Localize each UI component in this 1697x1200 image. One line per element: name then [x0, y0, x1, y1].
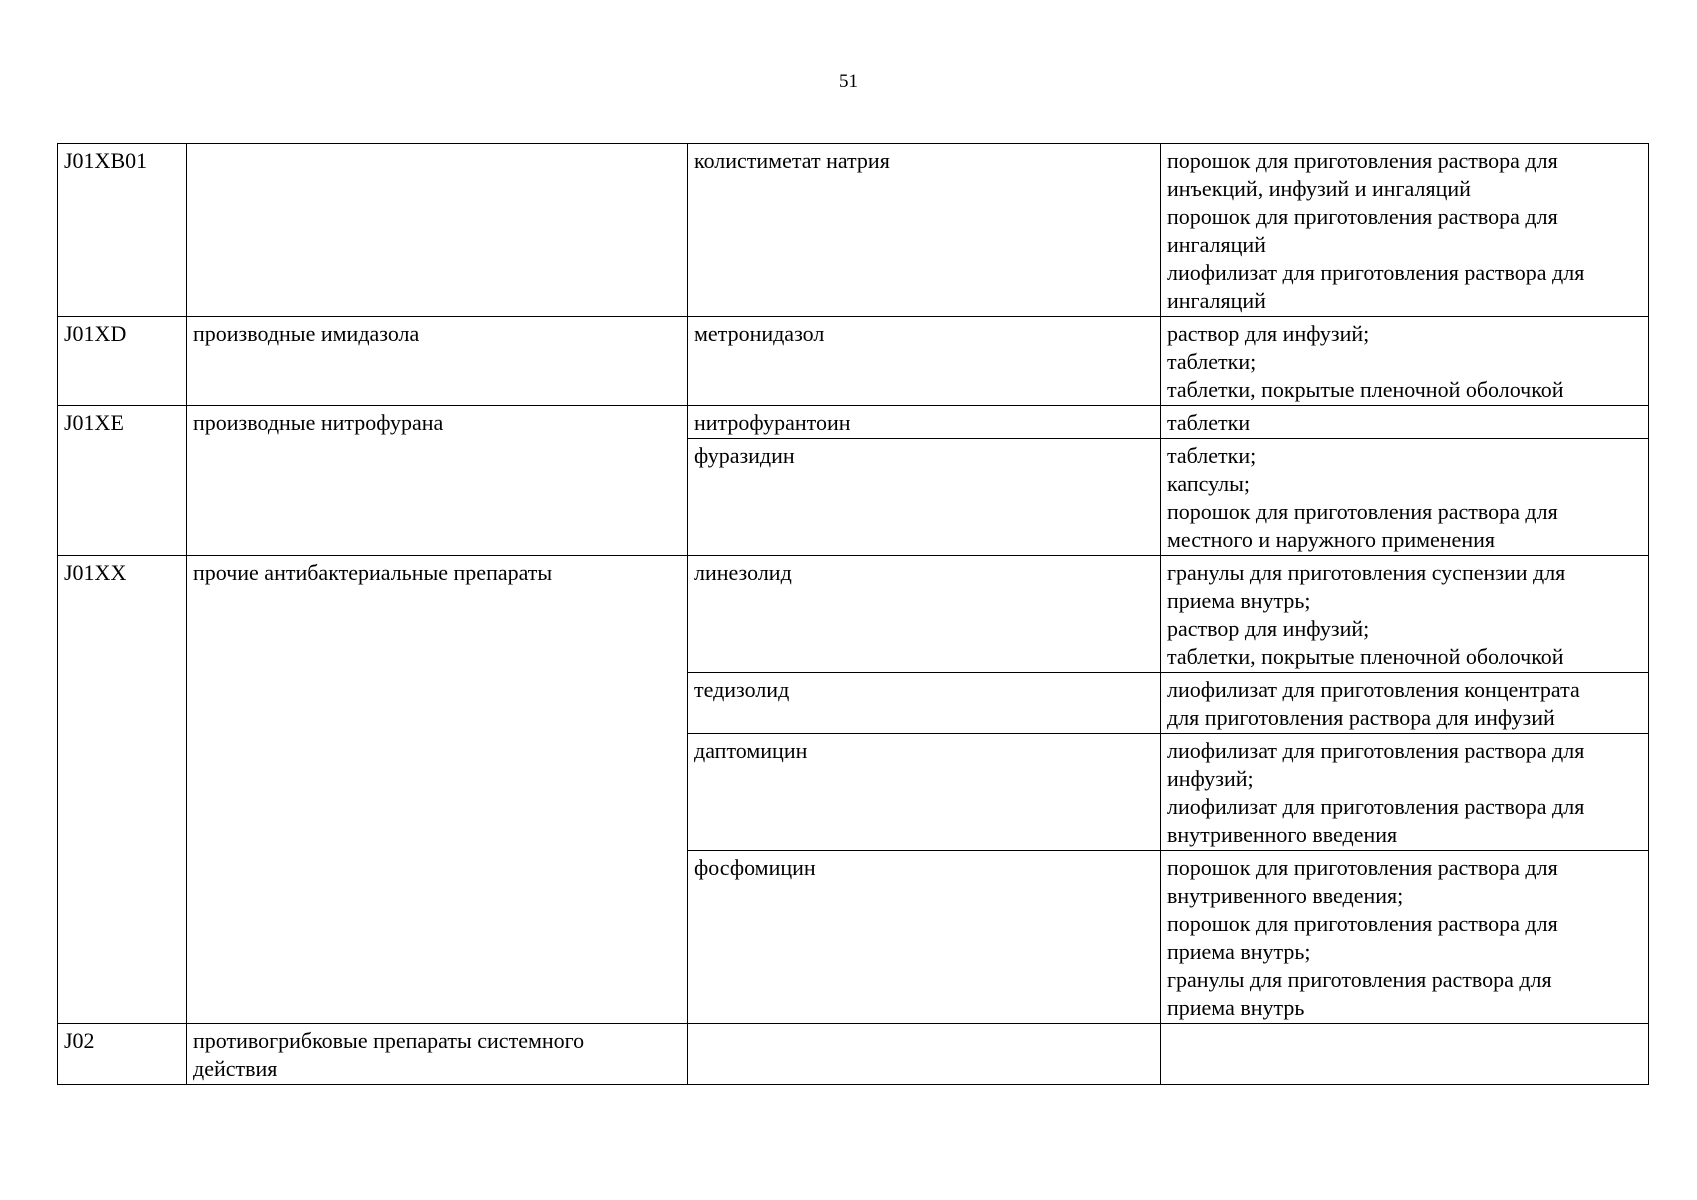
group-cell: [187, 1024, 688, 1085]
dosage-form-line: порошок для приготовления раствора для: [1167, 855, 1558, 880]
dosage-form-line: лиофилизат для приготовления концентрата: [1167, 677, 1580, 702]
drug-cell: линезолид: [688, 556, 1161, 673]
table-row: [58, 556, 1649, 673]
group-line: противогрибковые препараты системного: [193, 1028, 585, 1053]
group-cell: прочие антибактериальные препараты: [187, 556, 688, 1024]
atc-code-cell: J02: [58, 1024, 187, 1085]
table-row: [58, 144, 1649, 317]
dosage-form-cell: [1161, 851, 1649, 1024]
dosage-form-line: инфузий;: [1167, 766, 1254, 791]
dosage-form-line: таблетки, покрытые пленочной оболочкой: [1167, 644, 1564, 669]
dosage-form-line: внутривенного введения;: [1167, 883, 1404, 908]
dosage-form-line: раствор для инфузий;: [1167, 321, 1370, 346]
atc-code-cell: J01XE: [58, 406, 187, 556]
dosage-form-line: таблетки: [1167, 410, 1251, 435]
dosage-form-line: порошок для приготовления раствора для: [1167, 204, 1558, 229]
dosage-form-line: раствор для инфузий;: [1167, 616, 1370, 641]
dosage-form-line: ингаляций: [1167, 232, 1266, 257]
atc-code-cell: J01XX: [58, 556, 187, 1024]
drug-table: [57, 143, 1649, 1085]
dosage-form-cell: [1161, 406, 1649, 439]
dosage-form-line: гранулы для приготовления суспензии для: [1167, 560, 1566, 585]
dosage-form-cell: [1161, 673, 1649, 734]
dosage-form-cell: [1161, 1024, 1649, 1085]
table-row: [58, 1024, 1649, 1085]
drug-cell: метронидазол: [688, 317, 1161, 406]
drug-cell: нитрофурантоин: [688, 406, 1161, 439]
drug-cell: даптомицин: [688, 734, 1161, 851]
dosage-form-cell: [1161, 317, 1649, 406]
dosage-form-line: гранулы для приготовления раствора для: [1167, 967, 1552, 992]
table-row: [58, 406, 1649, 439]
dosage-form-line: местного и наружного применения: [1167, 527, 1495, 552]
dosage-form-line: порошок для приготовления раствора для: [1167, 148, 1558, 173]
dosage-form-cell: [1161, 439, 1649, 556]
dosage-form-line: таблетки;: [1167, 349, 1257, 374]
dosage-form-line: капсулы;: [1167, 471, 1250, 496]
dosage-form-line: приема внутрь;: [1167, 939, 1311, 964]
dosage-form-line: ингаляций: [1167, 288, 1266, 313]
atc-code-cell: J01XB01: [58, 144, 187, 317]
dosage-form-line: лиофилизат для приготовления раствора для: [1167, 794, 1585, 819]
group-line: действия: [193, 1056, 278, 1081]
group-cell: производные имидазола: [187, 317, 688, 406]
dosage-form-line: лиофилизат для приготовления раствора для: [1167, 260, 1585, 285]
page-number: 51: [839, 71, 858, 92]
dosage-form-line: внутривенного введения: [1167, 822, 1398, 847]
group-cell: [187, 144, 688, 317]
dosage-form-line: инъекций, инфузий и ингаляций: [1167, 176, 1471, 201]
dosage-form-line: таблетки;: [1167, 443, 1257, 468]
dosage-form-line: порошок для приготовления раствора для: [1167, 499, 1558, 524]
dosage-form-cell: [1161, 556, 1649, 673]
drug-cell: тедизолид: [688, 673, 1161, 734]
drug-cell: фосфомицин: [688, 851, 1161, 1024]
dosage-form-line: приема внутрь;: [1167, 588, 1311, 613]
dosage-form-line: таблетки, покрытые пленочной оболочкой: [1167, 377, 1564, 402]
dosage-form-cell: [1161, 144, 1649, 317]
atc-code-cell: J01XD: [58, 317, 187, 406]
dosage-form-line: лиофилизат для приготовления раствора для: [1167, 738, 1585, 763]
dosage-form-line: приема внутрь: [1167, 995, 1305, 1020]
group-cell: производные нитрофурана: [187, 406, 688, 556]
drug-cell: колистиметат натрия: [688, 144, 1161, 317]
drug-cell: фуразидин: [688, 439, 1161, 556]
dosage-form-line: для приготовления раствора для инфузий: [1167, 705, 1555, 730]
table-row: [58, 317, 1649, 406]
dosage-form-line: порошок для приготовления раствора для: [1167, 911, 1558, 936]
dosage-form-cell: [1161, 734, 1649, 851]
drug-cell: [688, 1024, 1161, 1085]
